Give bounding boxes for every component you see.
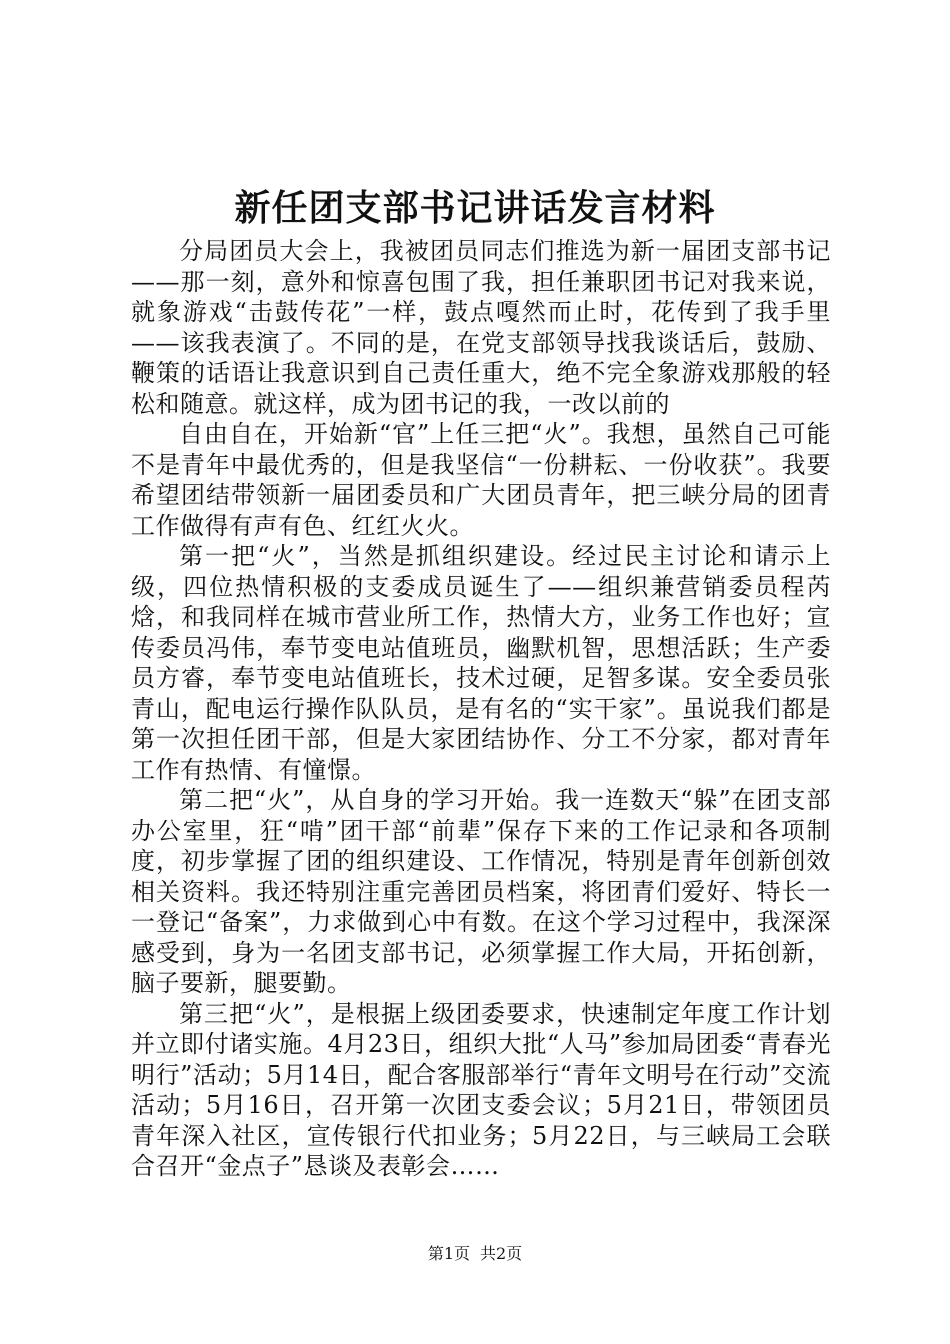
paragraph-intro: 分局团员大会上，我被团员同志们推选为新一届团支部书记——那一刻，意外和惊喜包围了我，担任兼职团书记对我来说，就象游戏“击鼓传花”一样，鼓点嘎然而止时，花传到了我手里——该我表演了。不同的是，在党支部领导找我谈话后，鼓励、鞭策的话语让我意识到自己责任重大，绝不完全象游戏那般的轻松和随意。就这样，成为团书记的我，一改以前的	[131, 237, 831, 418]
page-footer	[0, 1243, 950, 1265]
page-number-total: 共2页	[480, 1244, 523, 1263]
page-title: 新任团支部书记讲话发言材料	[234, 187, 716, 229]
paragraph-first-fire: 第一把“火”，当然是抓组织建设。经过民主讨论和请示上级，四位热情积极的支委成员诞生了——组织兼营销委员程芮焓，和我同样在城市营业所工作，热情大方，业务工作也好；宣传委员冯伟，奉节变电站值班员，幽默机智，思想活跃；生产委员方睿，奉节变电站值班长，技术过硬，足智多谋。安全委员张青山，配电运行操作队队员，是有名的“实干家”。虽说我们都是第一次担任团干部，但是大家团结协作、分工不分家，都对青年工作有热情、有憧憬。	[131, 542, 831, 784]
paragraph-second-fire: 第二把“火”，从自身的学习开始。我一连数天“躲”在团支部办公室里，狂“啃”团干部“前辈”保存下来的工作记录和各项制度，初步掌握了团的组织建设、工作情况，特别是青年创新创效相关资料。我还特别注重完善团员档案，将团青们爱好、特长一一登记“备案”，力求做到心中有数。在这个学习过程中，我深深感受到，身为一名团支部书记，必须掌握工作大局，开拓创新，脑子要新，腿要勤。	[131, 786, 831, 997]
paragraph-third-fire: 第三把“火”，是根据上级团委要求，快速制定年度工作计划并立即付诸实施。4月23日，组织大批“人马”参加局团委“青春光明行”活动；5月14日，配合客服部举行“青年文明号在行动”交流活动；5月16日，召开第一次团支委会议；5月21日，带领团员青年深入社区，宣传银行代扣业务；5月22日，与三峡局工会联合召开“金点子”恳谈及表彰会……	[131, 999, 831, 1180]
paragraph-new-post: 自由自在，开始新“官”上任三把“火”。我想，虽然自己可能不是青年中最优秀的，但是我坚信“一份耕耘、一份收获”。我要希望团结带领新一届团委员和广大团员青年，把三峡分局的团青工作做得有声有色、红红火火。	[131, 420, 831, 540]
document-body	[131, 236, 831, 1182]
page-number-current: 第1页	[427, 1244, 470, 1263]
